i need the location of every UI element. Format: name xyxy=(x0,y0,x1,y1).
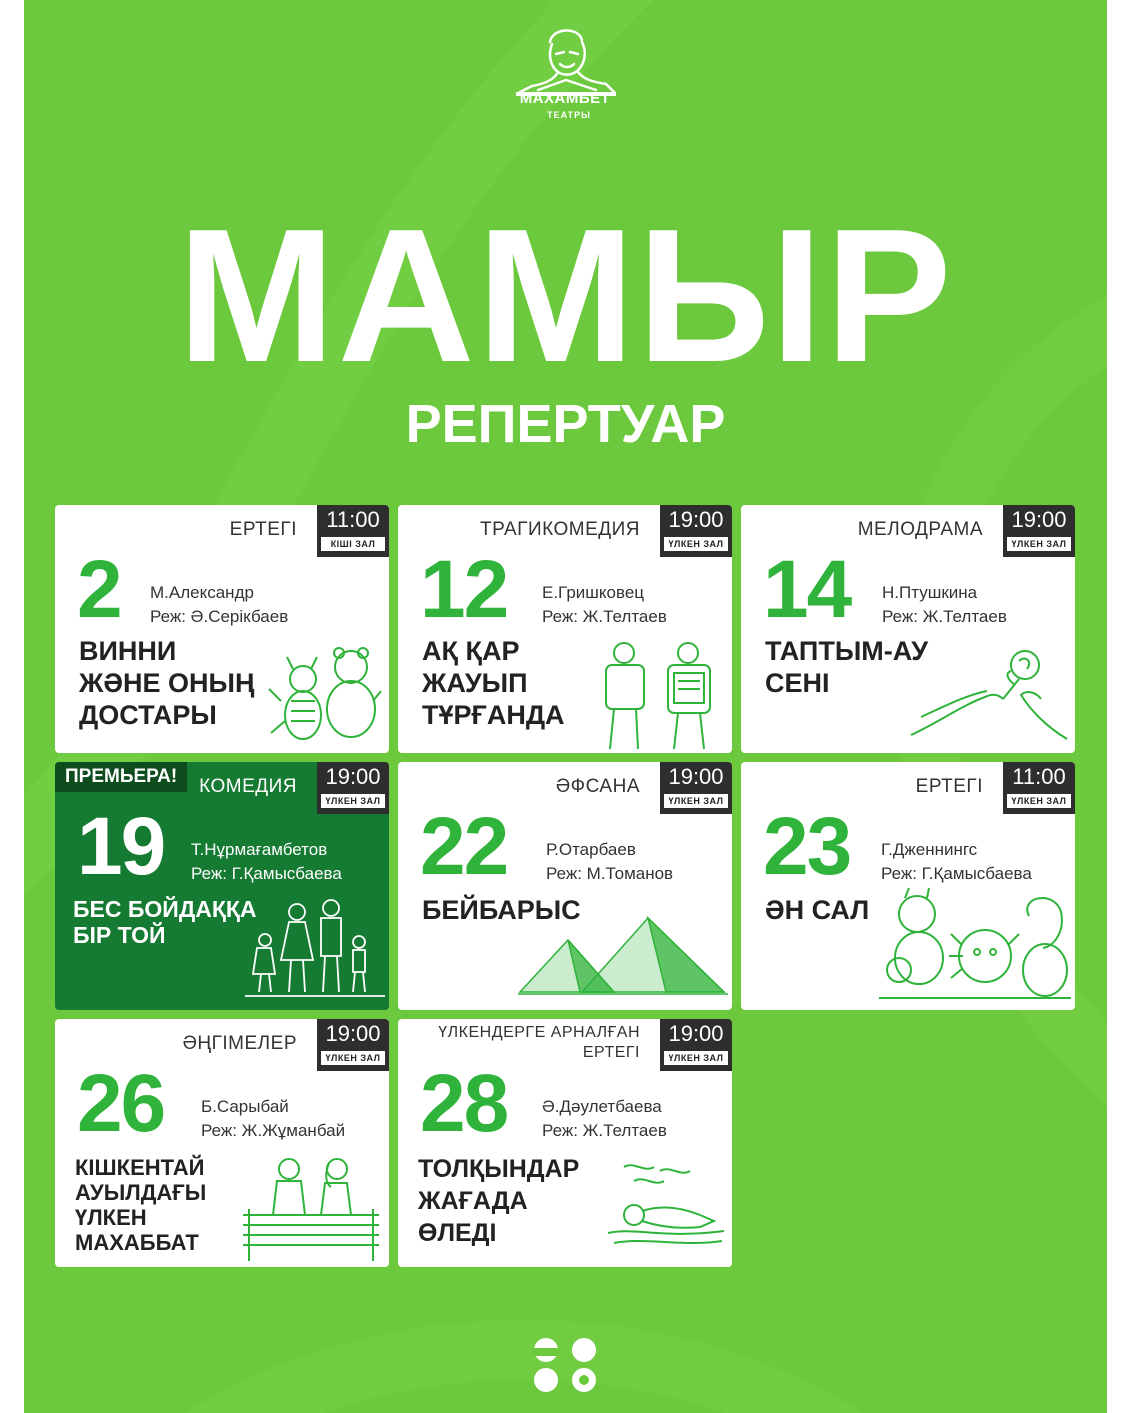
title-line: БЕЙБАРЫС xyxy=(422,895,581,925)
hall-label: ҮЛКЕН ЗАЛ xyxy=(321,794,385,808)
credits xyxy=(542,581,667,629)
soldiers-icon xyxy=(588,637,728,751)
title-line: ҮЛКЕН xyxy=(75,1205,147,1230)
genre-label: МЕЛОДРАМА xyxy=(857,519,983,540)
day-number: 26 xyxy=(77,1058,165,1149)
title-line: АУЫЛДАҒЫ xyxy=(75,1180,207,1205)
show-card[interactable] xyxy=(55,1019,389,1267)
day-number: 12 xyxy=(420,544,508,635)
credits xyxy=(881,838,1032,886)
show-title xyxy=(418,1153,579,1249)
waves-child-icon xyxy=(604,1157,728,1247)
family-icon xyxy=(241,896,389,1006)
time-badge xyxy=(660,762,732,814)
title-line: ТОЛҚЫНДАР xyxy=(418,1155,580,1183)
repertoire-subtitle: РЕПЕРТУАР xyxy=(405,394,726,454)
credits xyxy=(150,581,288,629)
title-line: ЖАҒАДА xyxy=(418,1187,528,1215)
time-badge xyxy=(317,762,389,814)
show-card[interactable] xyxy=(398,762,732,1010)
genre-label: ӘФСАНА xyxy=(555,776,640,797)
genre-label: ЕРТЕГІ xyxy=(915,776,983,797)
title-line: ВИННИ xyxy=(79,636,177,666)
show-card[interactable] xyxy=(741,505,1075,753)
genre-label: КОМЕДИЯ xyxy=(199,776,297,797)
couple-bench-icon xyxy=(241,1153,381,1263)
footer-logo-icon xyxy=(526,1336,606,1396)
day-number: 22 xyxy=(420,801,508,892)
title-line: ЖАУЫП xyxy=(422,668,528,698)
credits xyxy=(191,838,342,886)
show-card[interactable] xyxy=(398,505,732,753)
day-number: 28 xyxy=(420,1058,508,1149)
hall-label: ҮЛКЕН ЗАЛ xyxy=(664,794,728,808)
time-badge xyxy=(317,1019,389,1071)
author: Р.Отарбаев xyxy=(546,840,636,859)
show-time: 19:00 xyxy=(668,507,724,532)
genre-label xyxy=(438,1023,640,1063)
show-card[interactable] xyxy=(55,505,389,753)
hall-label: ҮЛКЕН ЗАЛ xyxy=(1007,537,1071,551)
day-number: 2 xyxy=(77,544,121,635)
hall-label: ҮЛКЕН ЗАЛ xyxy=(664,1051,728,1065)
premiere-badge: ПРЕМЬЕРА! xyxy=(55,762,187,792)
time-badge xyxy=(317,505,389,557)
time-badge xyxy=(1003,762,1075,814)
director: Реж: Г.Қамысбаева xyxy=(881,864,1032,883)
time-badge xyxy=(660,1019,732,1071)
hall-label: ҮЛКЕН ЗАЛ xyxy=(1007,794,1071,808)
title-line: АҚ ҚАР xyxy=(422,636,520,666)
month-title: МАМЫР xyxy=(177,190,954,402)
title-line: ТҰРҒАНДА xyxy=(422,700,565,730)
genre-label: ӘҢГІМЕЛЕР xyxy=(182,1033,297,1054)
title-line: ТАПТЫМ-АУ xyxy=(765,636,929,666)
genre-label: ЕРТЕГІ xyxy=(229,519,297,540)
director: Реж: Ж.Телтаев xyxy=(542,607,667,626)
director: Реж: Ж.Жұманбай xyxy=(201,1121,346,1140)
show-card[interactable] xyxy=(741,762,1075,1010)
title-line: КІШКЕНТАЙ xyxy=(75,1155,205,1180)
bears-icon xyxy=(261,641,385,745)
author: М.Александр xyxy=(150,583,254,602)
author: Н.Птушкина xyxy=(882,583,978,602)
pyramids-icon xyxy=(518,912,728,998)
director: Реж: Ж.Телтаев xyxy=(882,607,1007,626)
credits xyxy=(542,1095,667,1143)
show-card[interactable] xyxy=(398,1019,732,1267)
show-title xyxy=(765,894,869,926)
show-title xyxy=(73,896,257,948)
director: Реж: Ж.Телтаев xyxy=(542,1121,667,1140)
credits xyxy=(882,581,1007,629)
time-badge xyxy=(1003,505,1075,557)
show-time: 19:00 xyxy=(1011,507,1067,532)
show-time: 19:00 xyxy=(325,1021,381,1046)
day-number: 19 xyxy=(77,801,165,892)
time-badge xyxy=(660,505,732,557)
author: Г.Дженнингс xyxy=(881,840,978,859)
show-card[interactable] xyxy=(55,762,389,1010)
title-line: МАХАББАТ xyxy=(75,1230,199,1255)
credits xyxy=(201,1095,345,1143)
show-time: 19:00 xyxy=(668,1021,724,1046)
author: Е.Гришковец xyxy=(542,583,645,602)
animals-icon xyxy=(879,886,1071,1002)
author: Ә.Дәулетбаева xyxy=(542,1097,662,1116)
rose-icon xyxy=(907,639,1071,743)
day-number: 23 xyxy=(763,801,851,892)
hall-label: КІШІ ЗАЛ xyxy=(321,537,385,551)
genre-line: ҮЛКЕНДЕРГЕ АРНАЛҒАН xyxy=(438,1024,640,1041)
director: Реж: М.Томанов xyxy=(546,864,674,883)
title-line: ӘН САЛ xyxy=(765,895,870,925)
title-line: СЕНІ xyxy=(765,668,830,698)
author: Т.Нұрмағамбетов xyxy=(191,840,328,859)
director: Реж: Г.Қамысбаева xyxy=(191,864,342,883)
show-time: 11:00 xyxy=(1012,764,1066,789)
show-title xyxy=(422,635,565,731)
logo-subtext: ТЕАТРЫ xyxy=(547,110,591,120)
show-title xyxy=(75,1155,206,1255)
title-line: ӨЛЕДІ xyxy=(418,1219,497,1247)
show-title xyxy=(765,635,928,699)
show-time: 11:00 xyxy=(326,507,380,532)
title-line: БЕС БОЙДАҚҚА xyxy=(73,896,257,922)
poster xyxy=(24,0,1107,1413)
title-line: БІР ТОЙ xyxy=(73,922,166,948)
genre-label: ТРАГИКОМЕДИЯ xyxy=(479,519,640,540)
hall-label: ҮЛКЕН ЗАЛ xyxy=(321,1051,385,1065)
show-time: 19:00 xyxy=(668,764,724,789)
author: Б.Сарыбай xyxy=(201,1097,289,1116)
show-time: 19:00 xyxy=(325,764,381,789)
logo-text: МАХАМБЕТ xyxy=(519,90,611,107)
director: Реж: Ә.Серікбаев xyxy=(150,607,289,626)
title-line: ДОСТАРЫ xyxy=(79,700,217,730)
day-number: 14 xyxy=(763,544,851,635)
hall-label: ҮЛКЕН ЗАЛ xyxy=(664,537,728,551)
show-title xyxy=(79,635,254,731)
credits xyxy=(546,838,673,886)
title-line: ЖӘНЕ ОНЫҢ xyxy=(79,668,255,698)
genre-line: ЕРТЕГІ xyxy=(582,1044,640,1061)
